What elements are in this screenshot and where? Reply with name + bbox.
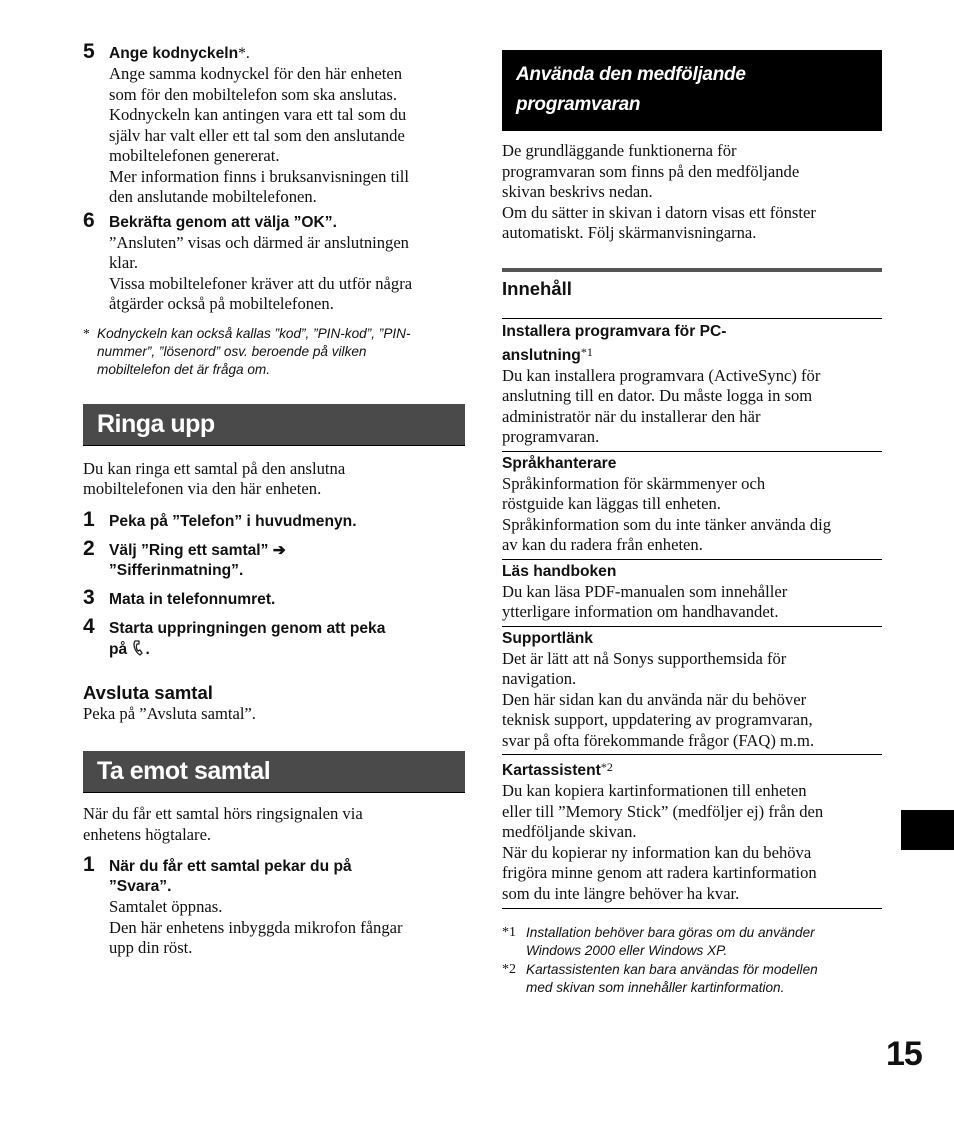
section-heading-programvara: Använda den medföljande programvaran: [502, 50, 882, 131]
contents-item: Språkhanterare Språkinformation för skärmmenyer och röstguide kan läggas till enheten. Språkinformation som du inte tänker använda dig av kan du radera från enheten.: [502, 454, 832, 554]
footnote-2: *2 Kartassistenten kan bara användas för modellen med skivan som innehåller kartinformation.: [502, 962, 818, 995]
phone-handset-icon: [132, 639, 146, 657]
right-column: [502, 50, 882, 997]
item-divider: [502, 908, 882, 909]
section-intro: Du kan ringa ett samtal på den anslutna mobiltelefonen via den här enheten.: [83, 458, 346, 498]
section-heading-ringa-upp: Ringa upp: [83, 404, 465, 446]
step-4: 4 Starta uppringningen genom att peka på .: [83, 614, 386, 658]
step-6: [83, 208, 465, 315]
step-number: 4: [83, 614, 95, 638]
sub-text: Peka på ”Avsluta samtal”.: [83, 703, 256, 723]
footnote-1: *1 Installation behöver bara göras om du använder Windows 2000 eller Windows XP.: [502, 925, 815, 958]
footnote: * Kodnyckeln kan också kallas ”kod”, ”PIN-kod”, ”PIN- nummer”, ”lösenord” osv. beroende på vilken mobiltelefon det är fråga om.: [83, 325, 411, 377]
step-5: [83, 40, 465, 208]
step-body: ”Ansluten” visas och därmed är anslutningen klar. Vissa mobiltelefoner kräver att du utför några åtgärder också på mobiltelefonen.: [109, 232, 413, 313]
contents-heading: Innehåll: [502, 277, 572, 299]
step-3: 3 Mata in telefonnumret.: [83, 585, 276, 609]
chapter-tab-marker: [901, 810, 954, 850]
contents-item: Kartassistent$^{*2}$ Du kan kopiera kartinformationen till enheten eller till ”Memory Stick” (medföljer ej) från den medföljande skivan. När du kopierar ny information kan du behöva frigöra minne genom att radera kartinformation som du inte längre behöver ha kvar.: [502, 760, 824, 903]
section-intro: När du får ett samtal hörs ringsignalen via enhetens högtalare.: [83, 804, 363, 844]
step-body: Ange samma kodnyckel för den här enheten som för den mobiltelefon som ska anslutas. Kodnyckeln kan antingen vara ett tal som du själv har valt eller ett tal som den anslutande mobiltelefonen genererat. Mer information finns i bruksanvisningen till den anslutande mobiltelefonen.: [109, 64, 410, 206]
section-heading-ta-emot: Ta emot samtal: [83, 751, 465, 793]
step-title: Bekräfta genom att välja ”OK”.: [109, 213, 337, 231]
section-intro: De grundläggande funktionerna för programvaran som finns på den medföljande skivan beskrivs nedan. Om du sätter in skivan i datorn visas ett fönster automatiskt. Följ skärmanvisningarna.: [502, 141, 816, 242]
contents-item: Läs handboken Du kan läsa PDF-manualen som innehåller ytterligare information om handhavandet.: [502, 562, 788, 621]
step-2: 2 Välj ”Ring ett samtal” ➔ ”Sifferinmatning”.: [83, 536, 286, 579]
step-number: 5: [83, 40, 95, 63]
step-1-receive: 1 När du får ett samtal pekar du på ”Svara”. Samtalet öppnas. Den här enhetens inbyggda mikrofon fångar upp din röst.: [83, 857, 465, 959]
step-number: 1: [83, 507, 95, 531]
contents-item: Supportlänk Det är lätt att nå Sonys supporthemsida för navigation. Den här sidan kan du använda när du behöver teknisk support, uppdatering av programvaran, svar på ofta förekommande frågor (FAQ) m.m.: [502, 629, 815, 750]
sub-heading-avsluta: Avsluta samtal: [83, 681, 213, 703]
step-title: Ange kodnyckeln*.: [109, 45, 250, 62]
step-number: 3: [83, 585, 95, 609]
step-body: Samtalet öppnas. Den här enhetens inbyggda mikrofon fångar upp din röst.: [109, 897, 403, 957]
page-number: 15: [886, 1035, 922, 1073]
step-1: 1 Peka på ”Telefon” i huvudmenyn.: [83, 507, 357, 531]
step-number: 6: [83, 208, 95, 232]
step-number: 2: [83, 536, 95, 560]
left-column: [83, 40, 465, 959]
contents-item: Installera programvara för PC- anslutning$^{*1}$ Du kan installera programvara (ActiveSync) för anslutning till en dator. Du måste logga in som administratör när du installerar den här programvaran.: [502, 322, 821, 446]
contents-divider: [502, 268, 882, 272]
step-number: 1: [83, 853, 95, 876]
